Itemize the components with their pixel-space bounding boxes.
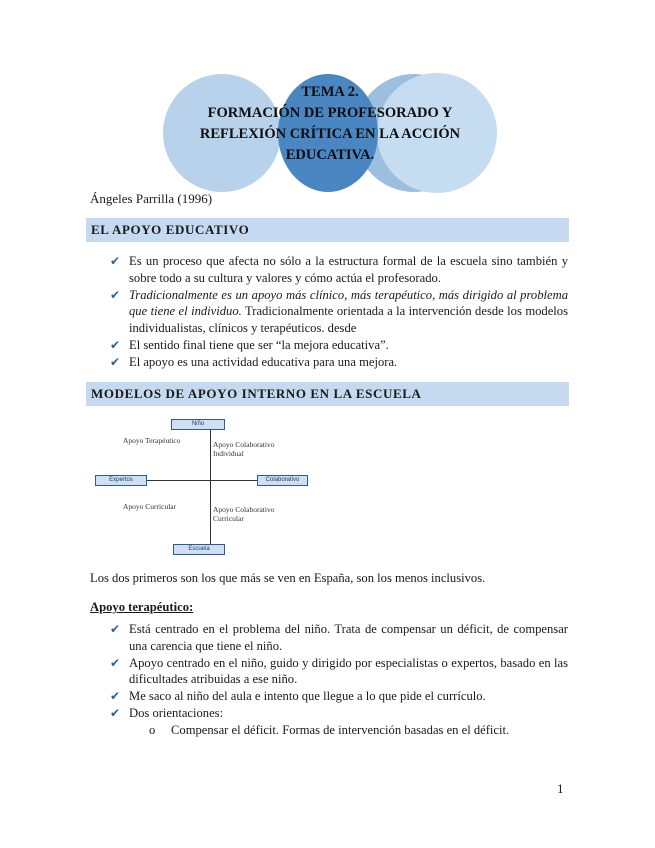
list-item: ✔ Tradicionalmente es un apoyo más clínico, más terapéutico, más dirigido al problema que tiene el individuo. Tradicionalmente orientada a la intervención desde los modelos individualistas, clínicos y terapéuticos. desde [110, 287, 568, 336]
checkmark-icon: ✔ [110, 655, 121, 670]
diagram-axis-left: Expertos [95, 475, 147, 486]
list-item: ✔ Está centrado en el problema del niño. Trata de compensar un déficit, de compensar una carencia que tiene el niño. [110, 622, 568, 653]
author-line: Ángeles Parrilla (1996) [90, 191, 213, 206]
diagram-horizontal-axis [147, 480, 260, 481]
page-number: 1 [557, 781, 564, 796]
diagram-quadrant-top-right-1: Apoyo Colaborativo [213, 440, 275, 449]
section-heading-modelos-apoyo: MODELOS DE APOYO INTERNO EN LA ESCUELA [86, 382, 569, 406]
section-heading-apoyo-educativo: EL APOYO EDUCATIVO [86, 218, 569, 242]
diagram-quadrant-top-left: Apoyo Terapéutico [123, 436, 181, 445]
diagram-quadrant-top-right-2: Individual [213, 449, 244, 458]
list-item: ✔ Dos orientaciones: [110, 705, 224, 720]
diagram-vertical-axis [210, 428, 211, 551]
list-item: ✔ Es un proceso que afecta no sólo a la estructura formal de la escuela sino también y sobre todo a su cultura y valores y cómo actúa el profesorado. [110, 254, 568, 285]
diagram-quadrant-bottom-left: Apoyo Curricular [123, 502, 177, 511]
checkmark-icon: ✔ [110, 622, 121, 636]
diagram-quadrant-bottom-right-1: Apoyo Colaborativo [213, 505, 275, 514]
support-models-diagram [95, 418, 315, 560]
list-item: ✔ El sentido final tiene que ser “la mejora educativa”. [110, 337, 389, 352]
checkmark-icon: ✔ [110, 254, 121, 268]
apoyo-educativo-list [108, 253, 568, 371]
checkmark-icon: ✔ [110, 354, 121, 369]
checkmark-icon: ✔ [110, 689, 121, 704]
list-item: ✔ El apoyo es una actividad educativa para una mejora. [110, 354, 398, 369]
diagram-quadrant-bottom-right-2: Curricular [213, 514, 244, 523]
checkmark-icon: ✔ [110, 337, 121, 352]
diagram-axis-top: Niño [171, 419, 225, 430]
checkmark-icon: ✔ [110, 705, 121, 720]
circle-bullet-icon: o [149, 723, 156, 737]
list-item: ✔ Apoyo centrado en el niño, guido y dirigido por especialistas o expertos, basado en las dificultades atribuidas a ese niño. [110, 655, 568, 687]
checkmark-icon: ✔ [110, 287, 121, 302]
subheading-apoyo-terapeutico: Apoyo terapéutico: [90, 600, 194, 614]
sub-list-item: o Compensar el déficit. Formas de intervención basadas en el déficit. [149, 723, 510, 737]
list-item: ✔ Me saco al niño del aula e intento que llegue a lo que pide el currículo. [110, 689, 486, 704]
apoyo-terapeutico-list [108, 621, 568, 722]
models-note: Los dos primeros son los que más se ven en España, son los menos inclusivos. [90, 571, 486, 585]
document-title: TEMA 2. FORMACIÓN DE PROFESORADO Y REFLEXIÓN CRÍTICA EN LA ACCIÓN EDUCATIVA. [199, 84, 461, 163]
diagram-axis-right: Colaborativo [257, 475, 308, 486]
diagram-axis-bottom: Escuela [173, 544, 225, 555]
